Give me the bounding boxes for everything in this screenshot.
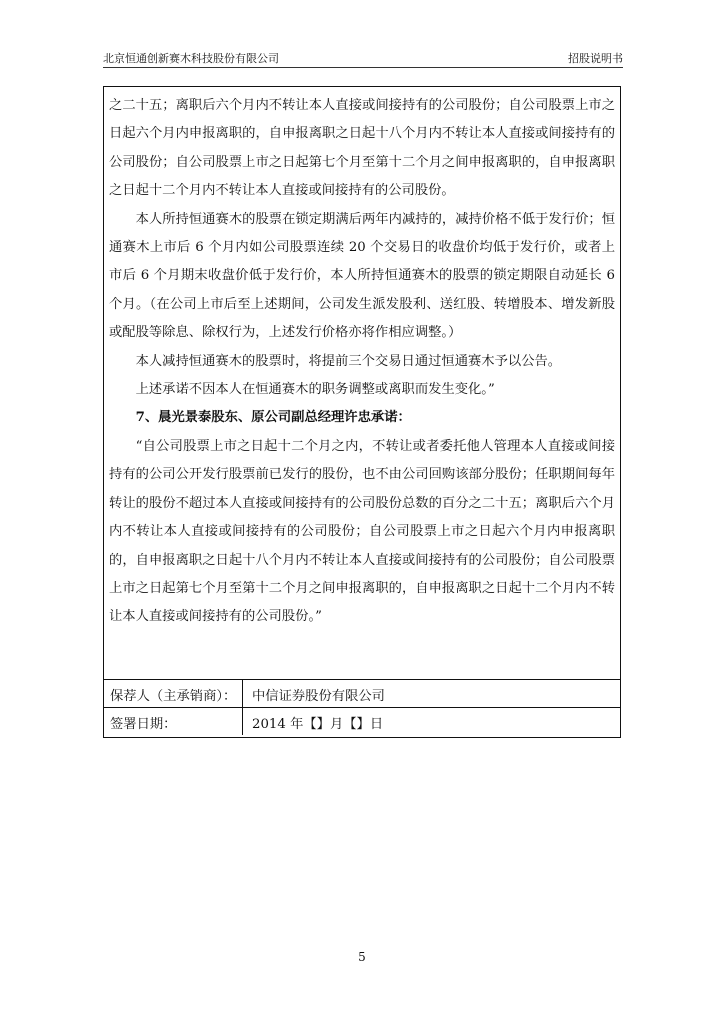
page-number: 5 [358, 950, 366, 964]
paragraph-2: 本人所持恒通赛木的股票在锁定期满后两年内减持的，减持价格不低于发行价；恒通赛木上市后 6 个月内如公司股票连续 20 个交易日的收盘价均低于发行价，或者上市后 6 个月期末收盘价低于发行价，本人所持恒通赛木的股票的锁定期限自动延长 6 个月。（在公司上市后至上述期间，公司发生派发股利、送红股、转增股本、增发新股或配股等除息、除权行为，上述发行价格亦将作相应调整。） [109, 211, 615, 341]
header-company: 北京恒通创新赛木科技股份有限公司 [103, 52, 279, 65]
paragraph-3: 本人减持恒通赛木的股票时，将提前三个交易日通过恒通赛木予以公告。 [135, 353, 562, 369]
sponsor-value: 中信证券股份有限公司 [252, 689, 385, 704]
sponsor-label: 保荐人（主承销商）： [110, 689, 237, 704]
cell-divider [242, 680, 243, 707]
sponsor-row [104, 679, 620, 707]
date-label: 签署日期： [110, 717, 177, 732]
header-rule [103, 67, 623, 68]
paragraph-5: “自公司股票上市之日起十二个月之内，不转让或者委托他人管理本人直接或间接持有的公司公开发行股票前已发行的股份，也不由公司回购该部分股份；任职期间每年转让的股份不超过本人直接或间接持有的公司股份总数的百分之二十五；离职后六个月内不转让本人直接或间接持有的公司股份；自公司股票上市之日起六个月内申报离职的，自申报离职之日起十八个月内不转让本人直接或间接持有的公司股份；自公司股票上市之日起第七个月至第十二个月之间申报离职的，自申报离职之日起十二个月内不转让本人直接或间接持有的公司股份。” [109, 438, 615, 625]
content-frame [103, 86, 621, 738]
date-value: 2014 年【】月【】日 [252, 717, 384, 732]
date-row [104, 707, 620, 735]
header-doc-type: 招股说明书 [568, 52, 623, 65]
cell-divider [242, 708, 243, 735]
paragraph-1: 之二十五；离职后六个月内不转让本人直接或间接持有的公司股份；自公司股票上市之日起六个月内申报离职的，自申报离职之日起十八个月内不转让本人直接或间接持有的公司股份；自公司股票上市之日起第七个月至第十二个月之间申报离职的，自申报离职之日起十二个月内不转让本人直接或间接持有的公司股份。 [109, 98, 615, 199]
section-heading: 7、晨光景泰股东、原公司副总经理许忠承诺： [135, 410, 411, 426]
paragraph-4: 上述承诺不因本人在恒通赛木的职务调整或离职而发生变化。” [135, 382, 495, 398]
body-text [109, 92, 615, 632]
page-header [103, 46, 623, 68]
